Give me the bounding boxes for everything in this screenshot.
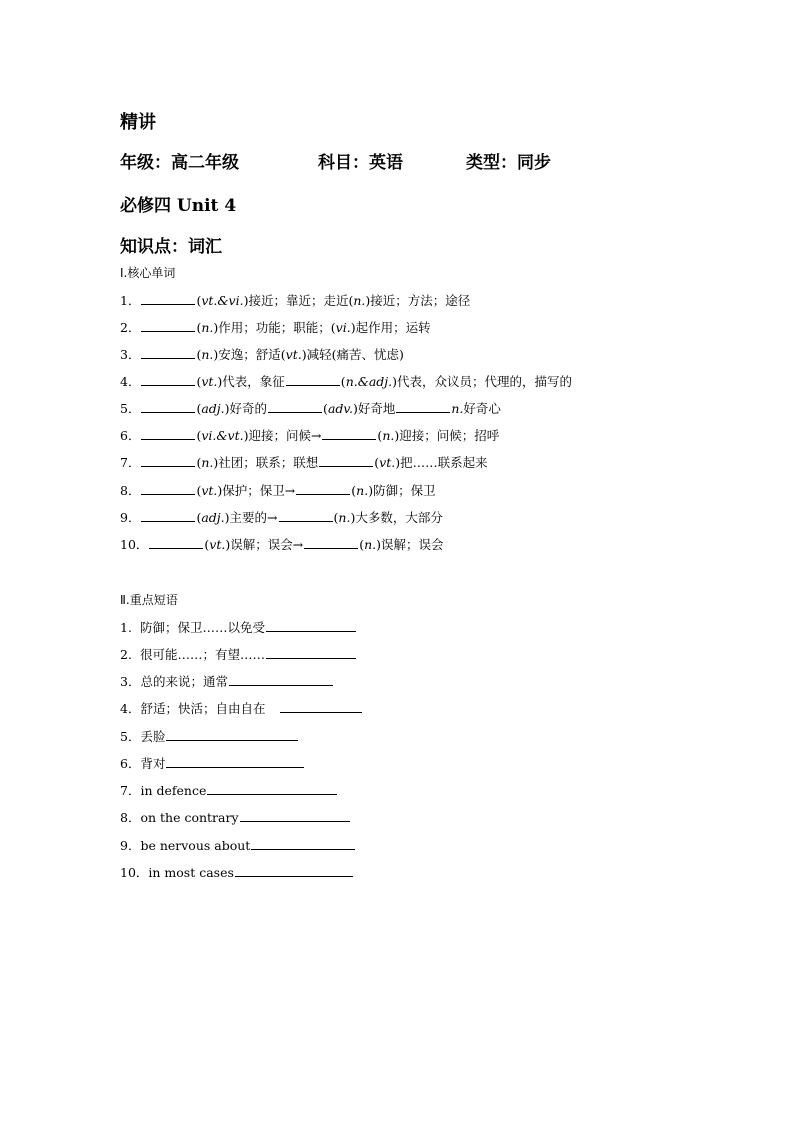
answer-blank[interactable] — [166, 728, 298, 741]
answer-blank[interactable] — [322, 427, 376, 440]
answer-blank[interactable] — [266, 646, 356, 659]
phrase-item: 7．in defence — [120, 782, 338, 799]
answer-blank[interactable] — [149, 536, 203, 549]
answer-blank[interactable] — [396, 400, 450, 413]
word-item: 6． (vi.&vt.)迎接；问候→ (n.)迎接；问候；招呼 — [120, 428, 500, 443]
answer-blank[interactable] — [235, 864, 353, 877]
phrase-item: 5．丢脸 — [120, 728, 299, 745]
answer-blank[interactable] — [141, 373, 195, 386]
answer-blank[interactable] — [319, 454, 373, 467]
phrase-item: 9．be nervous about — [120, 837, 356, 854]
phrase-item: 4．舒适；快活；自由自在 — [120, 700, 363, 717]
phrase-item: 3．总的来说；通常 — [120, 673, 334, 690]
answer-blank[interactable] — [166, 755, 304, 768]
word-item: 4． (vt.)代表，象征 (n.&adj.)代表，众议员；代理的，描写的 — [120, 374, 573, 389]
answer-blank[interactable] — [141, 292, 195, 305]
answer-blank[interactable] — [141, 454, 195, 467]
answer-blank[interactable] — [229, 673, 333, 686]
answer-blank[interactable] — [296, 482, 350, 495]
answer-blank[interactable] — [141, 509, 195, 522]
answer-blank[interactable] — [304, 536, 358, 549]
phrase-item: 1. 防御；保卫……以免受 — [120, 619, 357, 636]
section-core-words-title: Ⅰ.核心单词 — [120, 266, 176, 280]
knowledge-point: 知识点：词汇 — [120, 237, 222, 257]
section-key-phrases-title: Ⅱ.重点短语 — [120, 593, 178, 607]
answer-blank[interactable] — [240, 809, 350, 822]
word-item: 9． (adj.)主要的→ (n.)大多数，大部分 — [120, 510, 443, 525]
phrase-item: 2. 很可能……；有望…… — [120, 646, 357, 663]
answer-blank[interactable] — [141, 427, 195, 440]
word-item: 8． (vt.)保护；保卫→ (n.)防御；保卫 — [120, 483, 436, 498]
answer-blank[interactable] — [141, 346, 195, 359]
word-item: 3． (n.)安逸；舒适(vt.)减轻(痛苦、忧虑) — [120, 347, 404, 362]
word-item: 10． (vt.)误解；误会→ (n.)误解；误会 — [120, 537, 444, 552]
phrase-item: 6．背对 — [120, 755, 305, 772]
word-item: 1． (vt.&vi.)接近；靠近；走近(n.)接近；方法；途径 — [120, 293, 471, 308]
phrase-item: 8．on the contrary — [120, 809, 351, 826]
answer-blank[interactable] — [141, 400, 195, 413]
answer-blank[interactable] — [141, 319, 195, 332]
type-label: 类型：同步 — [466, 153, 551, 173]
answer-blank[interactable] — [266, 619, 356, 632]
answer-blank[interactable] — [268, 400, 322, 413]
word-item: 2． (n.)作用；功能；职能；(vi.)起作用；运转 — [120, 320, 431, 335]
answer-blank[interactable] — [286, 373, 340, 386]
grade-label: 年级：高二年级 — [120, 153, 239, 173]
page-title: 精讲 — [120, 112, 156, 133]
word-item: 7． (n.)社团；联系；联想 (vt.)把……联系起来 — [120, 455, 488, 470]
answer-blank[interactable] — [251, 837, 355, 850]
phrase-item: 10．in most cases — [120, 864, 354, 881]
answer-blank[interactable] — [207, 782, 337, 795]
word-item: 5． (adj.)好奇的 (adv.)好奇地 n.好奇心 — [120, 401, 501, 416]
meta-row — [120, 148, 551, 173]
answer-blank[interactable] — [279, 509, 333, 522]
unit-title: 必修四 Unit 4 — [120, 196, 237, 216]
answer-blank[interactable] — [280, 700, 362, 713]
subject-label: 科目：英语 — [318, 153, 403, 173]
answer-blank[interactable] — [141, 482, 195, 495]
